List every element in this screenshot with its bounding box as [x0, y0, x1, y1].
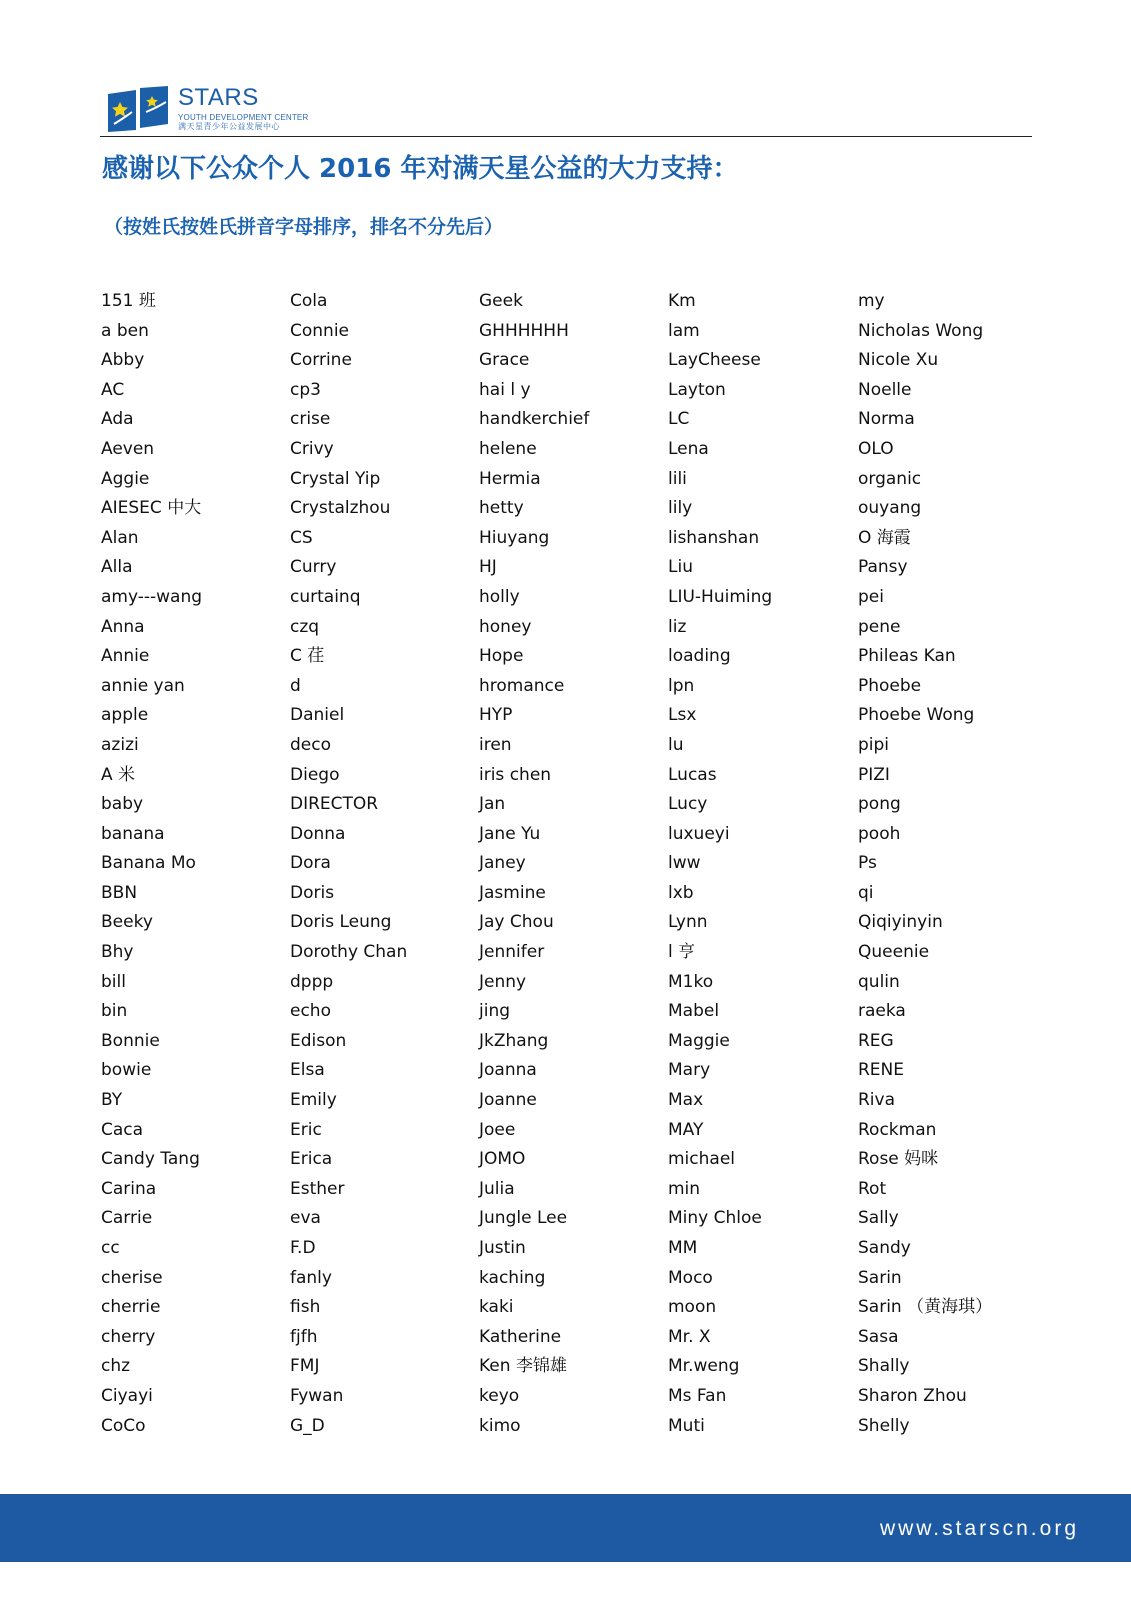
- donor-name: Edison: [290, 1030, 347, 1051]
- donor-name: M1ko: [668, 971, 714, 992]
- page-title: 感谢以下公众个人 2016 年对满天星公益的大力支持：: [102, 154, 739, 184]
- donor-name: Sally: [858, 1208, 899, 1229]
- donor-name: Lena: [668, 438, 709, 459]
- donor-name: JOMO: [479, 1149, 526, 1170]
- donor-name: liz: [668, 616, 687, 637]
- donor-name: Carrie: [101, 1208, 153, 1229]
- donor-name: loading: [668, 646, 731, 667]
- donor-name: Crivy: [290, 438, 334, 459]
- donor-name: amy---wang: [101, 586, 203, 607]
- donor-name: Pansy: [858, 557, 908, 578]
- donor-name: Jasmine: [479, 882, 546, 903]
- donor-name: G_D: [290, 1415, 325, 1436]
- donor-name: Max: [668, 1090, 704, 1111]
- donor-name: czq: [290, 616, 320, 637]
- donor-name: azizi: [101, 734, 139, 755]
- donor-name: honey: [479, 616, 532, 637]
- donor-name: apple: [101, 705, 149, 726]
- donor-name: Hope: [479, 646, 524, 667]
- donor-name: Joanne: [479, 1090, 537, 1111]
- donor-name: raeka: [858, 1001, 906, 1022]
- donor-name: 151 班: [101, 291, 156, 311]
- donor-name: min: [668, 1178, 701, 1199]
- donor-name: luxueyi: [668, 823, 730, 844]
- donor-name: handkerchief: [479, 409, 590, 430]
- donor-name: Mabel: [668, 1001, 720, 1022]
- donor-name: Queenie: [858, 942, 930, 963]
- donor-name: moon: [668, 1297, 717, 1318]
- donor-name: Sarin （黄海琪）: [858, 1297, 993, 1318]
- donor-name: pene: [858, 616, 901, 637]
- donor-name-columns: [101, 287, 1031, 1447]
- donor-name: pooh: [858, 823, 901, 844]
- donor-name: Lucas: [668, 764, 717, 785]
- donor-name: GHHHHHH: [479, 320, 569, 341]
- donor-name: Justin: [479, 1238, 526, 1258]
- donor-name: lili: [668, 468, 687, 489]
- donor-name: baby: [101, 794, 144, 815]
- donor-name: bin: [101, 1001, 128, 1022]
- page-footer: [0, 1494, 1131, 1562]
- donor-name: Rose 妈咪: [858, 1149, 939, 1170]
- donor-name: RENE: [858, 1060, 905, 1081]
- donor-name: AC: [101, 379, 125, 400]
- donor-name: O 海霞: [858, 527, 911, 548]
- donor-name: Esther: [290, 1178, 345, 1199]
- donor-name: Katherine: [479, 1326, 562, 1347]
- donor-name: lu: [668, 734, 684, 755]
- donor-name: pipi: [858, 734, 890, 755]
- donor-name: Alan: [101, 527, 139, 548]
- logo-subtitle-cn: 满天星青少年公益发展中心: [178, 122, 280, 131]
- donor-name: DIRECTOR: [290, 794, 379, 815]
- donor-name: Donna: [290, 823, 346, 844]
- donor-name: banana: [101, 823, 165, 844]
- donor-name: bill: [101, 971, 126, 992]
- donor-name: C 荏: [290, 646, 325, 667]
- logo-subtitle-en: YOUTH DEVELOPMENT CENTER: [178, 113, 309, 122]
- donor-name: organic: [858, 468, 922, 489]
- donor-name: Lsx: [668, 705, 697, 726]
- website-url: www.starscn.org: [879, 1517, 1079, 1540]
- donor-name: hai l y: [479, 379, 531, 400]
- donor-name: Shelly: [858, 1415, 910, 1436]
- donor-name: FMJ: [290, 1356, 320, 1377]
- donor-name: Liu: [668, 557, 693, 578]
- donor-name: Doris: [290, 882, 335, 903]
- donor-name: JkZhang: [479, 1030, 549, 1051]
- donor-name: Riva: [858, 1090, 896, 1111]
- donor-name: Ciyayi: [101, 1385, 153, 1406]
- donor-name: dppp: [290, 971, 334, 992]
- donor-name: Dorothy Chan: [290, 942, 408, 963]
- donor-name: Moco: [668, 1267, 713, 1288]
- donor-name: Abby: [101, 350, 145, 371]
- donor-name: cherry: [101, 1326, 156, 1347]
- donor-name: Noelle: [858, 379, 912, 400]
- donor-name: Curry: [290, 557, 337, 578]
- donor-name: A 米: [101, 764, 136, 785]
- donor-name: Hiuyang: [479, 527, 550, 548]
- donor-name: Daniel: [290, 705, 345, 726]
- donor-name: fanly: [290, 1267, 332, 1288]
- donor-column-4: [668, 287, 853, 1441]
- donor-name: Nicholas Wong: [858, 320, 984, 341]
- donor-name: HYP: [479, 705, 513, 726]
- donor-name: l 亨: [668, 942, 696, 963]
- donor-name: fjfh: [290, 1326, 318, 1347]
- donor-name: Jennifer: [479, 942, 545, 963]
- donor-name: hromance: [479, 675, 565, 696]
- donor-name: Aggie: [101, 468, 150, 489]
- donor-name: cc: [101, 1238, 120, 1258]
- donor-name: Km: [668, 291, 696, 311]
- donor-name: Fywan: [290, 1385, 344, 1406]
- donor-name: Ada: [101, 409, 134, 430]
- donor-name: LC: [668, 409, 690, 430]
- donor-name: Mr. X: [668, 1326, 711, 1347]
- donor-name: Layton: [668, 379, 726, 400]
- donor-name: Qiqiyinyin: [858, 912, 943, 933]
- donor-name: lxb: [668, 882, 694, 903]
- stars-logo-icon: [106, 84, 172, 134]
- donor-name: MM: [668, 1238, 698, 1258]
- donor-name: pei: [858, 586, 884, 607]
- donor-name: BBN: [101, 882, 138, 903]
- donor-name: Jan: [479, 794, 506, 815]
- donor-name: Alla: [101, 557, 133, 578]
- donor-name: bowie: [101, 1060, 152, 1081]
- donor-name: BY: [101, 1090, 123, 1111]
- donor-name: OLO: [858, 438, 894, 459]
- donor-name: iris chen: [479, 764, 552, 785]
- page-header: [100, 80, 1030, 138]
- donor-name: Norma: [858, 409, 915, 430]
- donor-name: pong: [858, 794, 901, 815]
- donor-name: lily: [668, 498, 693, 519]
- donor-name: Geek: [479, 291, 523, 311]
- donor-name: michael: [668, 1149, 736, 1170]
- donor-name: kimo: [479, 1415, 521, 1436]
- donor-name: Connie: [290, 320, 350, 341]
- donor-name: Ps: [858, 853, 877, 874]
- donor-name: lww: [668, 853, 701, 874]
- donor-name: Phoebe Wong: [858, 705, 975, 726]
- donor-name: kaki: [479, 1297, 514, 1318]
- donor-name: Erica: [290, 1149, 333, 1170]
- page-subtitle: （按姓氏按姓氏拼音字母排序，排名不分先后）: [104, 216, 504, 238]
- stars-logo: [106, 84, 346, 134]
- donor-name: Jay Chou: [479, 912, 554, 933]
- donor-name: Lynn: [668, 912, 708, 933]
- donor-name: iren: [479, 734, 512, 755]
- donor-name: MAY: [668, 1119, 704, 1140]
- donor-name: F.D: [290, 1238, 316, 1258]
- donor-name: keyo: [479, 1385, 520, 1406]
- donor-name: cherise: [101, 1267, 163, 1288]
- donor-name: a ben: [101, 320, 149, 341]
- donor-name: Muti: [668, 1415, 705, 1436]
- donor-name: Crystalzhou: [290, 498, 391, 519]
- donor-name: Sandy: [858, 1238, 911, 1258]
- donor-name: Ken 李锦雄: [479, 1356, 567, 1377]
- donor-name: Sasa: [858, 1326, 899, 1347]
- donor-name: ouyang: [858, 498, 922, 519]
- donor-name: Phoebe: [858, 675, 922, 696]
- donor-name: Corrine: [290, 350, 352, 371]
- donor-name: Joanna: [479, 1060, 537, 1081]
- donor-name: LIU-Huiming: [668, 586, 773, 607]
- logo-name: STARS: [178, 84, 259, 111]
- donor-column-1: [101, 287, 286, 1441]
- donor-name: CoCo: [101, 1415, 146, 1436]
- donor-name: lishanshan: [668, 527, 760, 548]
- donor-name: Bhy: [101, 942, 134, 963]
- donor-name: fish: [290, 1297, 321, 1318]
- donor-column-2: [290, 287, 475, 1441]
- donor-name: cherrie: [101, 1297, 161, 1318]
- donor-name: CS: [290, 527, 313, 548]
- donor-name: Sarin: [858, 1267, 902, 1288]
- donor-name: chz: [101, 1356, 131, 1377]
- donor-name: echo: [290, 1001, 331, 1022]
- donor-name: kaching: [479, 1267, 546, 1288]
- donor-name: Diego: [290, 764, 340, 785]
- donor-name: Nicole Xu: [858, 350, 939, 371]
- donor-name: Carina: [101, 1178, 157, 1199]
- donor-name: Shally: [858, 1356, 910, 1377]
- donor-name: crise: [290, 409, 331, 430]
- donor-name: REG: [858, 1030, 894, 1051]
- donor-name: d: [290, 675, 301, 696]
- donor-name: Joee: [479, 1119, 516, 1140]
- donor-name: Jungle Lee: [479, 1208, 568, 1229]
- donor-name: qi: [858, 882, 874, 903]
- donor-name: Rockman: [858, 1119, 937, 1140]
- donor-column-5: [858, 287, 1043, 1441]
- donor-name: cp3: [290, 379, 321, 400]
- donor-name: Miny Chloe: [668, 1208, 762, 1229]
- donor-name: Janey: [479, 853, 526, 874]
- donor-name: Crystal Yip: [290, 468, 381, 489]
- donor-name: helene: [479, 438, 537, 459]
- donor-name: Jane Yu: [479, 823, 541, 844]
- donor-name: Ms Fan: [668, 1385, 727, 1406]
- donor-name: Rot: [858, 1178, 887, 1199]
- donor-name: deco: [290, 734, 331, 755]
- donor-name: curtainq: [290, 586, 361, 607]
- donor-name: jing: [479, 1001, 511, 1022]
- donor-name: Maggie: [668, 1030, 730, 1051]
- donor-name: Lucy: [668, 794, 708, 815]
- donor-name: Elsa: [290, 1060, 325, 1081]
- donor-name: Eric: [290, 1119, 322, 1140]
- donor-name: Mary: [668, 1060, 711, 1081]
- donor-name: Anna: [101, 616, 145, 637]
- donor-name: LayCheese: [668, 350, 761, 371]
- donor-name: holly: [479, 586, 520, 607]
- donor-name: Bonnie: [101, 1030, 160, 1051]
- donor-name: Annie: [101, 646, 150, 667]
- donor-name: Caca: [101, 1119, 144, 1140]
- donor-name: Julia: [479, 1178, 515, 1199]
- donor-name: Grace: [479, 350, 530, 371]
- donor-name: eva: [290, 1208, 321, 1229]
- donor-name: my: [858, 291, 885, 311]
- donor-name: lpn: [668, 675, 695, 696]
- header-divider: [100, 136, 1032, 137]
- donor-name: Mr.weng: [668, 1356, 740, 1377]
- donor-name: Banana Mo: [101, 853, 196, 874]
- donor-name: Phileas Kan: [858, 646, 956, 667]
- donor-name: Hermia: [479, 468, 541, 489]
- donor-name: qulin: [858, 971, 900, 992]
- donor-name: Jenny: [479, 971, 527, 992]
- donor-name: annie yan: [101, 675, 185, 696]
- donor-name: Cola: [290, 291, 328, 311]
- donor-name: Emily: [290, 1090, 337, 1111]
- donor-name: hetty: [479, 498, 524, 519]
- donor-column-3: [479, 287, 664, 1441]
- donor-name: Candy Tang: [101, 1149, 200, 1170]
- donor-name: Beeky: [101, 912, 153, 933]
- donor-name: Sharon Zhou: [858, 1385, 967, 1406]
- donor-name: lam: [668, 320, 700, 341]
- donor-name: HJ: [479, 557, 497, 578]
- donor-name: AIESEC 中大: [101, 498, 202, 519]
- donor-name: Aeven: [101, 438, 155, 459]
- donor-name: PIZI: [858, 764, 890, 785]
- donor-name: Doris Leung: [290, 912, 392, 933]
- donor-name: Dora: [290, 853, 331, 874]
